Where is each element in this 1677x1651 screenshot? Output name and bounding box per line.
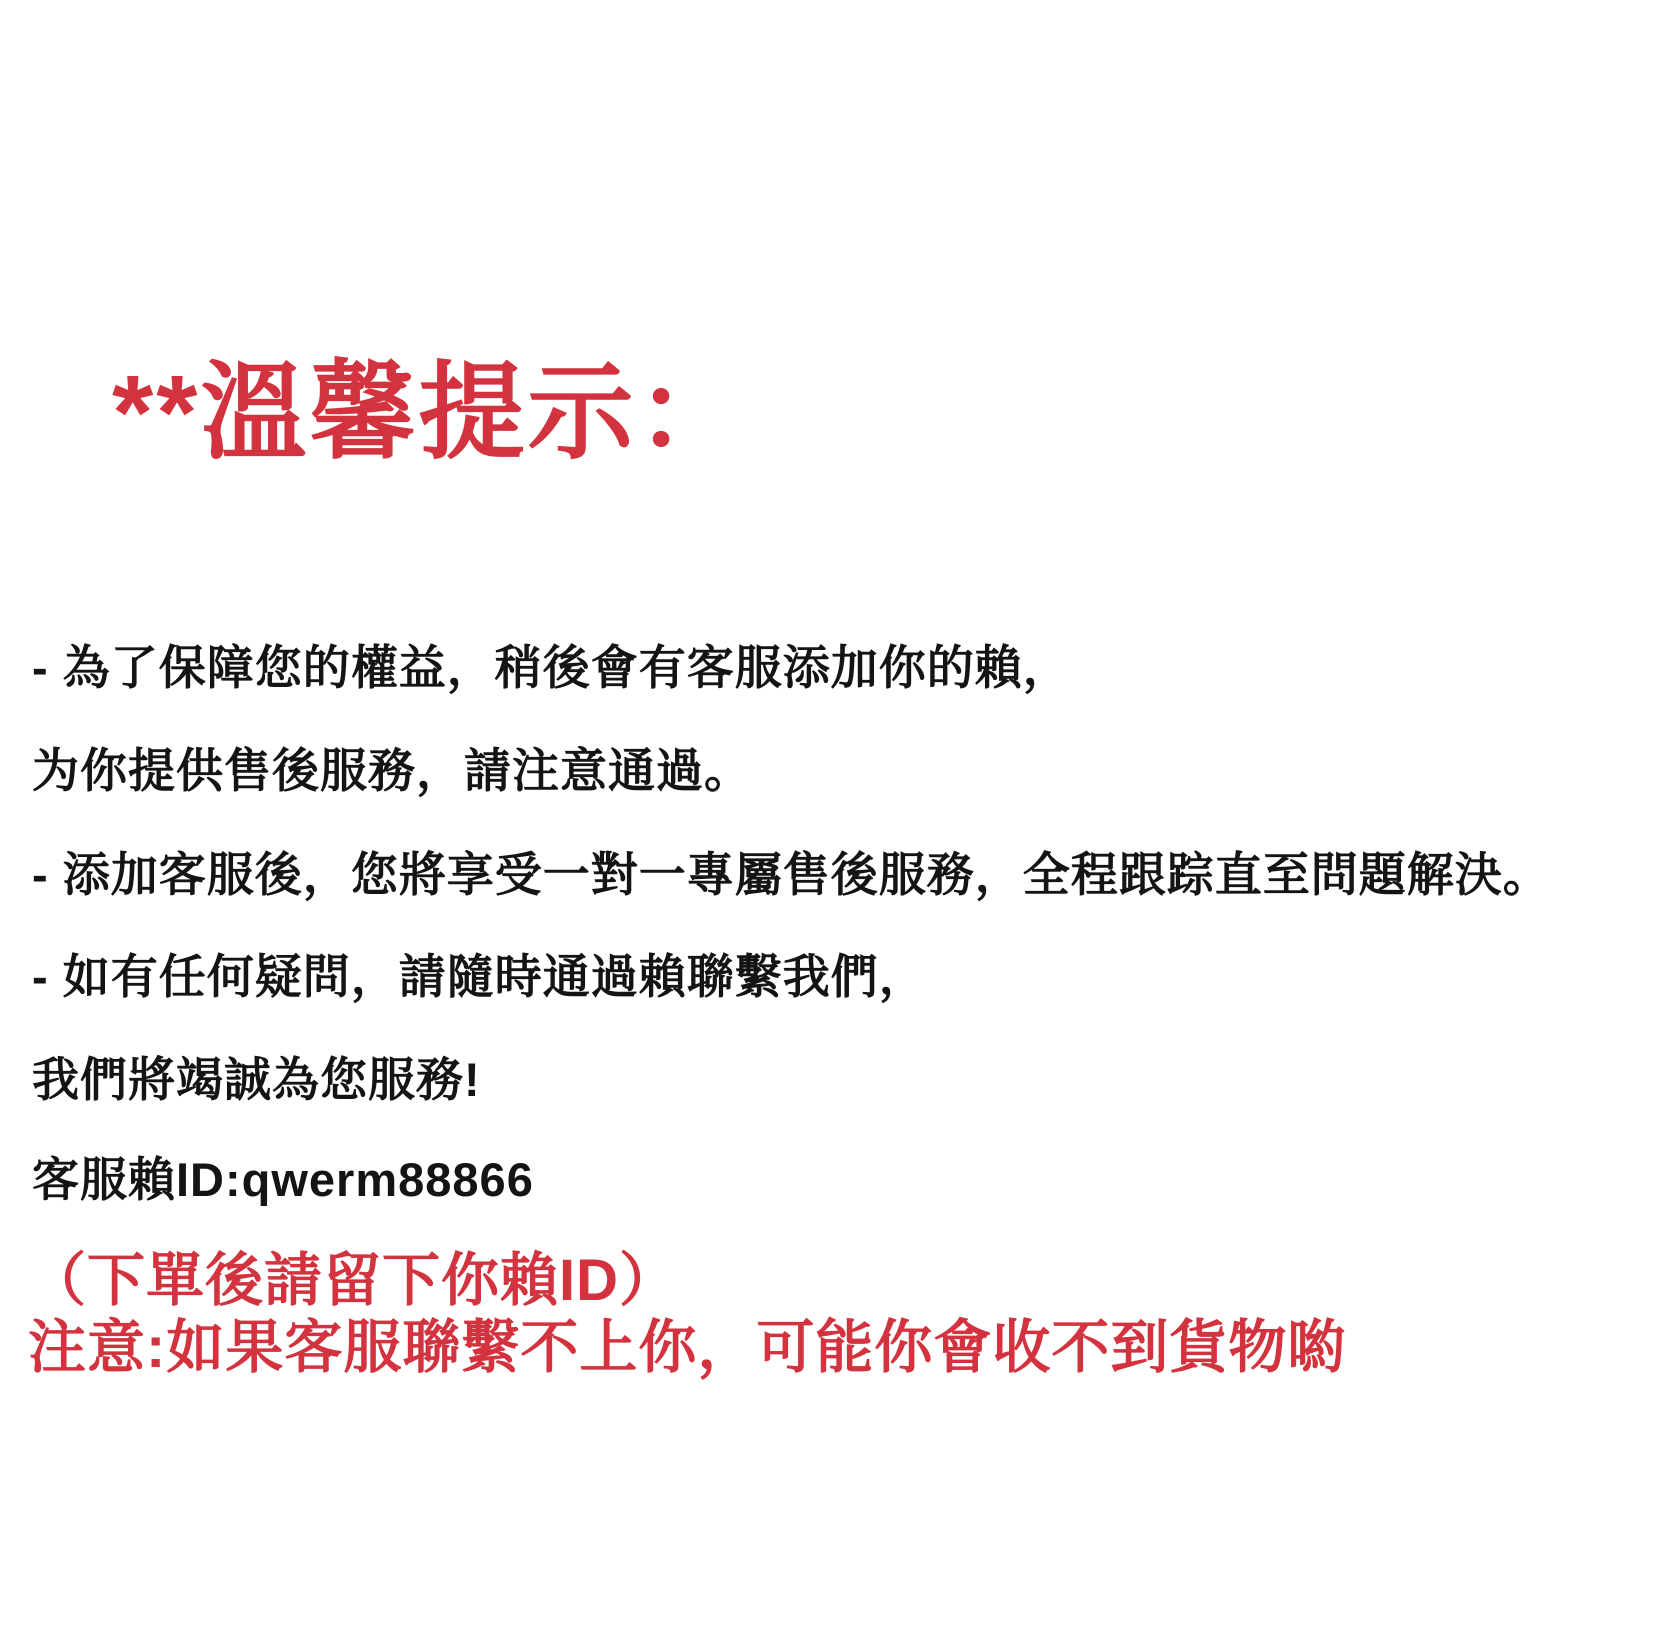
body-line-guarantee: - 為了保障您的權益，稍後會有客服添加你的賴， bbox=[32, 641, 1071, 694]
warning-leave-id: （下單後請留下你賴ID） bbox=[28, 1248, 679, 1313]
customer-service-id: 客服賴ID:qwerm88866 bbox=[32, 1153, 534, 1206]
body-line-contact-us: - 如有任何疑問，請隨時通過賴聯繫我們， bbox=[32, 950, 927, 1003]
warning-no-contact-no-goods: 注意:如果客服聯繫不上你，可能你會收不到貨物喲 bbox=[28, 1315, 1347, 1380]
body-line-after-sales: 为你提供售後服務，請注意通過。 bbox=[32, 744, 752, 797]
body-line-one-on-one-service: - 添加客服後，您將享受一對一專屬售後服務，全程跟踪直至問題解決。 bbox=[32, 848, 1551, 901]
body-line-wholehearted-service: 我們將竭誠為您服務! bbox=[32, 1053, 481, 1106]
page-title: **溫馨提示： bbox=[112, 354, 746, 472]
